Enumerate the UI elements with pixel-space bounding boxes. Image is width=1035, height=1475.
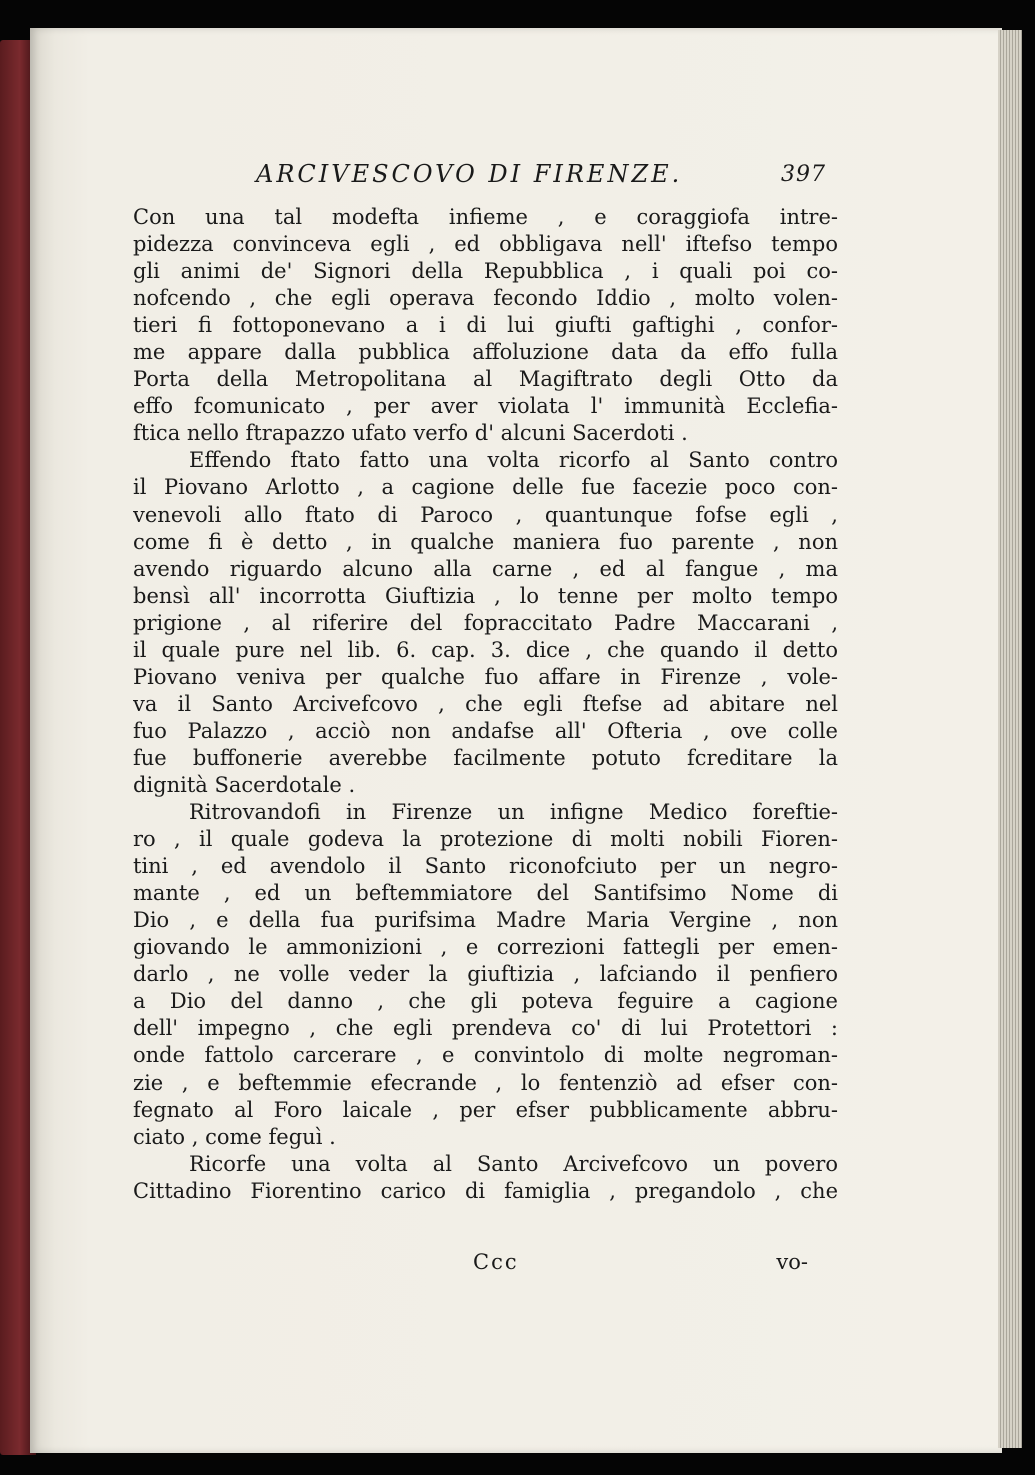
paragraph-first-line: Ritrovandofi in Firenze un infigne Medico foreftie- bbox=[189, 800, 838, 825]
text-line: tini , ed avendolo il Santo riconofciuto per un negro- bbox=[133, 854, 838, 879]
text-line: come fi è detto , in qualche maniera fuo parente , non bbox=[133, 529, 838, 554]
body-text bbox=[133, 204, 838, 1205]
text-line: giovando le ammonizioni , e correzioni fattegli per emen- bbox=[133, 935, 838, 960]
paragraph-first-line: Effendo ftato fatto una volta ricorfo al Santo contro bbox=[189, 448, 838, 473]
text-line: Dio , e della fua purifsima Madre Maria Vergine , non bbox=[133, 908, 838, 933]
text-line: fegnato al Foro laicale , per efser pubblicamente abbru- bbox=[133, 1097, 838, 1122]
text-line: venevoli allo ftato di Paroco , quantunque fofse egli , bbox=[133, 502, 838, 527]
text-line: ro , il quale godeva la protezione di molti nobili Fioren- bbox=[133, 827, 838, 852]
text-line: nofcendo , che egli operava fecondo Iddio , molto volen- bbox=[133, 286, 838, 311]
text-line: il Piovano Arlotto , a cagione delle fue facezie poco con- bbox=[133, 475, 838, 500]
text-line: Con una tal modefta infieme , e coraggiofa intre- bbox=[133, 205, 838, 229]
text-line: dell' impegno , che egli prendeva co' di lui Protettori : bbox=[133, 1016, 838, 1041]
text-line: me appare dalla pubblica affoluzione data da effo fulla bbox=[133, 340, 838, 365]
text-line: fue buffonerie averebbe facilmente potuto fcreditare la bbox=[133, 745, 838, 770]
text-line: pidezza convinceva egli , ed obbligava nell' iftefso tempo bbox=[133, 232, 838, 257]
page-number: 397 bbox=[781, 162, 826, 187]
text-line: a Dio del danno , che gli poteva feguire a cagione bbox=[133, 989, 838, 1014]
text-line: ciato , come feguì . bbox=[133, 1124, 336, 1149]
text-line: onde fattolo carcerare , e convintolo di molte negroman- bbox=[133, 1043, 838, 1068]
running-title: ARCIVESCOVO DI FIRENZE. bbox=[256, 160, 683, 188]
text-line: zie , e beftemmie efecrande , lo fentenziò ad efser con- bbox=[133, 1070, 838, 1095]
running-head bbox=[256, 160, 826, 196]
text-line: dignità Sacerdotale . bbox=[133, 772, 356, 797]
catchword: vo- bbox=[776, 1250, 808, 1274]
text-line: prigione , al riferire del fopraccitato Padre Maccarani , bbox=[133, 610, 838, 635]
paragraph-first-line: Ricorfe una volta al Santo Arcivefcovo un povero bbox=[189, 1151, 838, 1176]
text-line: gli animi de' Signori della Repubblica , i quali poi co- bbox=[133, 259, 838, 284]
text-line: tieri fi fottoponevano a i di lui giufti gaftighi , confor- bbox=[133, 313, 838, 338]
text-line: va il Santo Arcivefcovo , che egli ftefse ad abitare nel bbox=[133, 691, 838, 716]
text-line: effo fcomunicato , per aver violata l' immunità Ecclefia- bbox=[133, 394, 838, 419]
text-line: avendo riguardo alcuno alla carne , ed al fangue , ma bbox=[133, 556, 838, 581]
text-line: mante , ed un beftemmiatore del Santifsimo Nome di bbox=[133, 881, 838, 906]
text-line: Piovano veniva per qualche fuo affare in Firenze , vole- bbox=[133, 664, 838, 689]
text-line: Cittadino Fiorentino carico di famiglia , pregandolo , che bbox=[133, 1178, 838, 1203]
text-line: bensì all' incorrotta Giuftizia , lo tenne per molto tempo bbox=[133, 583, 838, 608]
text-line: Porta della Metropolitana al Magiftrato degli Otto da bbox=[133, 367, 838, 392]
text-line: fuo Palazzo , acciò non andafse all' Ofteria , ove colle bbox=[133, 718, 838, 743]
text-line: darlo , ne volle veder la giuftizia , lafciando il penfiero bbox=[133, 962, 838, 987]
text-line: il quale pure nel lib. 6. cap. 3. dice , che quando il detto bbox=[133, 637, 838, 662]
page-footer bbox=[133, 1250, 838, 1280]
signature-mark: Ccc bbox=[473, 1250, 519, 1274]
page-edges bbox=[998, 30, 1022, 1448]
text-line: ftica nello ftrapazzo ufato verfo d' alcuni Sacerdoti . bbox=[133, 421, 688, 446]
